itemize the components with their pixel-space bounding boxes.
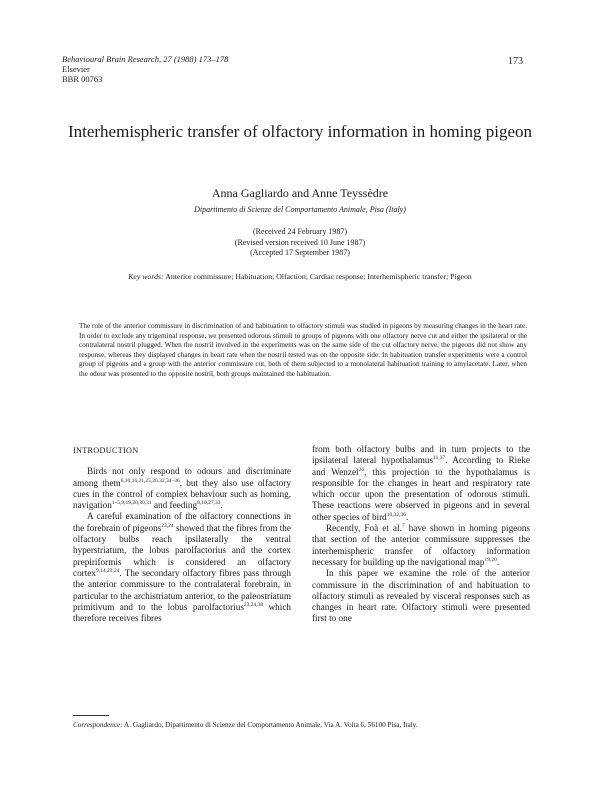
date-accepted: (Accepted 17 September 1987) [250,248,350,257]
journal-citation: Behavioural Brain Research, 27 (1988) 173–178 [62,54,229,64]
correspondence-footnote [73,721,543,730]
section-heading: INTRODUCTION [73,446,139,455]
intro-paragraph-3: from both olfactory bulbs and in turn projects to the ipsilateral lateral hypothalamus$^{11,37}$. According to Rieke and Wenzel$^{26}$, this projection to the hypothalamus is responsible for the changes in heart and respiratory rate which occur upon the presentation of odorous stimuli. These reactions were observed in pigeons and in several other species of bird$^{10,32,36}$. [312,444,530,522]
affiliation: Dipartimento di Scienze del Comportamento Animale, Pisa (Italy) [194,205,406,214]
intro-paragraph-4: Recently, Foà et al.$^7$ have shown in homing pigeons that section of the anterior commissure suppresses the interhemispheric transfer of olfactory information necessary for building up the navigational map$^{19,20}$. [312,523,530,567]
left-column [73,445,291,624]
authors: Anna Gagliardo and Anne Teyssèdre [211,186,389,200]
abstract: The role of the anterior commissure in discrimination of and habituation to olfactory stimuli was studied in pigeons by measuring changes in the heart rate. In order to exclude any trigeminal response, we presented odorous stimuli to groups of pigeons with one olfactory nerve cut and either the ipsilateral or the contralateral nostril plugged. When the nostril involved in the experiments was on the same side of the cut olfactory nerve, the pigeons did not show any response, whereas they displayed changes in heart rate when the nostril tested was on the opposite side. In habituation transfer experiments were a control group of pigeons and a group with the anterior commissure cut, both of them subjected to a monolateral habituation training to amylacetate. Later, when the odour was presented to the opposite nostril, both groups maintained the habituation. [79,322,527,378]
footnote-text: A. Gagliardo, Dipartimento di Scienze del Comportamento Animale, Via A. Volta 6, 56100 Pisa, Italy. [124,721,418,729]
date-received: (Received 24 February 1987) [253,227,347,236]
keywords-text: Anterior commissure; Habituation; Olfaction; Cardiac response; Interhemispheric transfer; Pigeon [165,272,472,281]
article-code: BBR 00763 [62,74,103,84]
intro-paragraph-1: Birds not only respond to odours and discriminate among them$^{6,10,16,21,25,26,32,34-36}$, but they also use olfactory cues in the control of complex behaviour such as homing, navigation$^{1-5,9,19,20,30,31}$ and feeding$^{8,10,27,33}$. [73,466,291,511]
date-revised: (Revised version received 10 June 1987) [234,237,366,247]
dates-block [60,227,540,259]
keywords [60,272,540,281]
paper-title: Interhemispheric transfer of olfactory information in homing pigeon [67,122,533,141]
publisher: Elsevier [62,64,90,74]
page-number: 173 [508,56,523,67]
intro-paragraph-5: In this paper we examine the role of the anterior commissure in the discrimination of and habituation to olfactory stimuli as revealed by visceral responses such as changes in heart rate. Olfactory stimuli were presented first to one [312,568,530,624]
keywords-label: Key words: [128,272,164,281]
right-column [312,444,530,625]
footnote-label: Correspondence: [73,721,123,729]
intro-paragraph-2: A careful examination of the olfactory connections in the forebrain of pigeons$^{23,24}$ showed that the fibres from the olfactory bulbs reach ipsilaterally the ventral hyperstriatum, the lobus parolfactorius and the cortex prepiriformis which is considered an olfactory cortex$^{9,14,23,24}$. The secondary olfactory fibres pass through the anterior commissure to the contralateral forebrain, in particular to the archistriatum anterior, to the paleostriatum primitivum and to the lobus parolfactorius$^{23,24,38}$ which therefore receives fibres [73,511,291,624]
journal-header [62,54,228,84]
footnote-rule [73,715,109,716]
